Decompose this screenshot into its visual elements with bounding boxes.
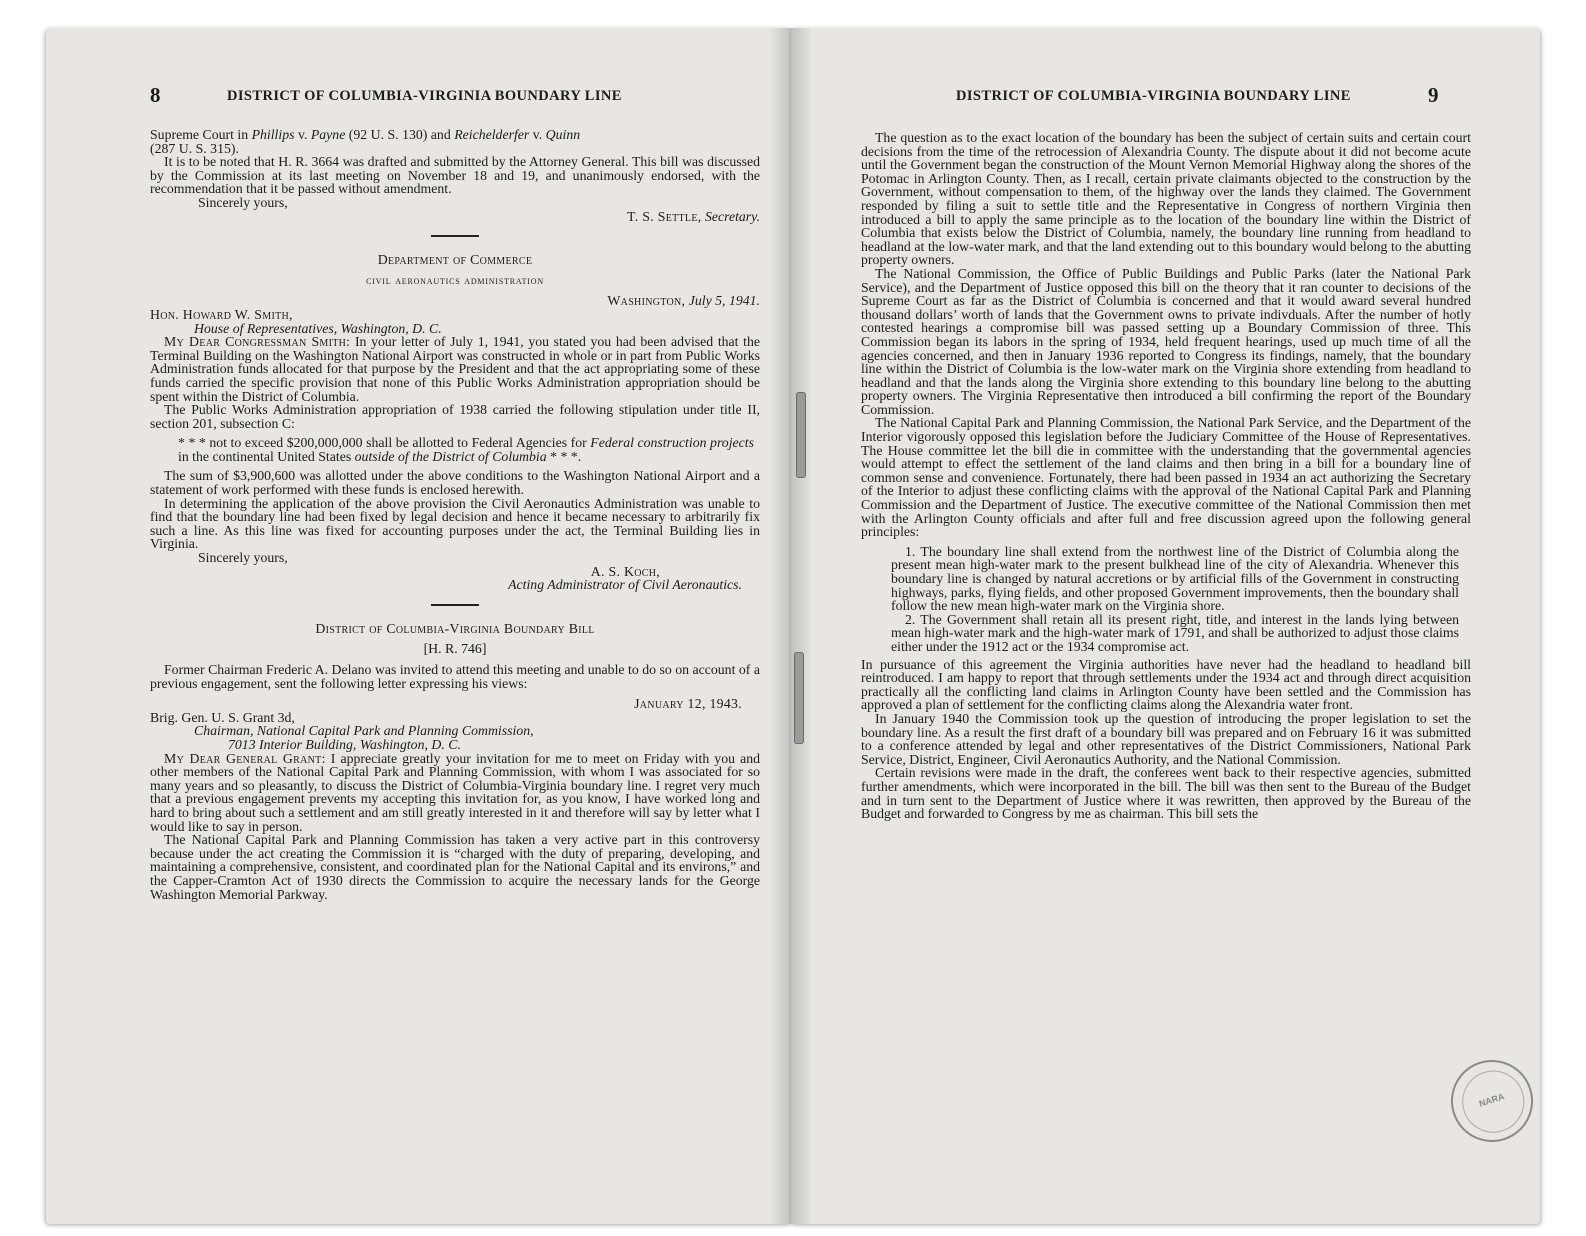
principle-1: 1. The boundary line shall extend from the northwest line of the District of Columbia along the present mean high-water mark to the present bulkhead line of the city of Alexandria. Whenever this boundary line is changed by natural accretions or by artificial fills of the Government in constructing highways, parks, flying fields, and other proposed Government improvements, then the boundary shall follow the new mean high-water mark on the Virginia shore. bbox=[891, 543, 1459, 614]
closing-2: Sincerely yours, bbox=[198, 550, 288, 566]
bill-heading: District of Columbia-Virginia Boundary Bill bbox=[315, 620, 595, 636]
closing-1: Sincerely yours, bbox=[198, 194, 288, 210]
left-page bbox=[46, 28, 791, 1224]
signature-koch-name: A. S. Koch, bbox=[590, 563, 660, 579]
bill-number: [H. R. 746] bbox=[423, 641, 487, 657]
right-page bbox=[791, 28, 1540, 1224]
department-heading: Department of Commerce bbox=[377, 252, 533, 268]
grant-paragraph-1: My Dear General Grant: I appreciate greatly your invitation for me to meet on Friday with you and other members of the National Capital Park and Planning Commission, with whom I was associated for so many years and so pleasantly, to discuss the District of Columbia-Virginia boundary line. I regret very much that a previous engagement prevents my accepting this invitation for, as you know, I have worked long and hard to bring about such a settlement and am still greatly interested in it and therefore will say by letter what I would like to say in person. bbox=[150, 750, 760, 834]
principles-list bbox=[861, 545, 1471, 654]
opening-citation: Supreme Court in Phillips v. Payne (92 U. S. 130) and Reichelderfer v. Quinn (287 U. S. 315). bbox=[150, 127, 581, 156]
letter-paragraph-4: In determining the application of the above provision the Civil Aeronautics Administration was unable to find that the boundary line had been fixed by legal decision and hence it became necessary to arbitrarily fix such a line. As this line was fixed for accounting purposes under the act, the Terminal Building lies in Virginia. bbox=[150, 495, 760, 552]
running-head-left: DISTRICT OF COLUMBIA-VIRGINIA BOUNDARY LINE bbox=[227, 88, 622, 104]
section-divider-1 bbox=[431, 235, 479, 237]
section-divider-2 bbox=[431, 604, 479, 606]
settle-paragraph: It is to be noted that H. R. 3664 was drafted and submitted by the Attorney General. This bill was discussed by the Commission at its last meeting on November 18 and 19, and unanimously endorsed, with the recommendation that it be passed without amendment. bbox=[150, 154, 760, 197]
grant-paragraph-2: The National Capital Park and Planning Commission has taken a very active part in this controversy because under the act creating the Commission it is “charged with the duty of preparing, developing, and maintaining a comprehensive, consistent, and coordinated plan for the National Capital and its environs,” and the Capper-Cramton Act of 1930 directs the Commission to acquire the necessary lands for the George Washington Memorial Parkway. bbox=[150, 832, 760, 902]
quoted-stipulation: * * * not to exceed $200,000,000 shall be allotted to Federal Agencies for Federal construction projects in the continental United States outside of the District of Columbia * * *. bbox=[178, 435, 754, 464]
right-paragraph-5: In January 1940 the Commission took up the question of introducing the proper legislation to set the boundary line. As a result the first draft of a boundary bill was prepared and on February 16 it was submitted to a conference attended by legal and other representatives of the District Commissioners, National Park Service, District, Engineer, Civil Aeronautics Authority, and the National Commission. bbox=[861, 710, 1471, 767]
addressee-name-1: Hon. Howard W. Smith, bbox=[150, 306, 293, 322]
signature-settle: T. S. Settle, Secretary. bbox=[627, 208, 760, 224]
addressee-name-2: Brig. Gen. U. S. Grant 3d, bbox=[150, 709, 295, 725]
dateline-2: January 12, 1943. bbox=[634, 696, 742, 712]
dateline-1: Washington, July 5, 1941. bbox=[607, 293, 760, 309]
delano-intro: Former Chairman Frederic A. Delano was invited to attend this meeting and unable to do so on account of a previous engagement, sent the following letter expressing his views: bbox=[150, 662, 760, 691]
signature-koch-title: Acting Administrator of Civil Aeronautics. bbox=[508, 577, 742, 593]
staple-lower bbox=[794, 652, 804, 744]
letter-paragraph-2: The Public Works Administration appropriation of 1938 carried the following stipulation under title II, section 201, subsection C: bbox=[150, 402, 760, 431]
right-paragraph-2: The National Commission, the Office of Public Buildings and Public Parks (later the National Park Service), and the Department of Justice opposed this bill on the theory that it ran counter to decisions of the Supreme Court as far as the District of Columbia is concerned and that it would award several hundred thousand dollars’ worth of lands that the Government owns to private indivduals. After the number of hotly contested hearings a compromise bill was passed setting up a Boundary Commission of three. This Commission began its labors in the spring of 1934, held frequent hearings, used up much time of all the agencies concerned, and then in January 1936 reported to Congress its findings, namely, that the boundary line within the District of Columbia is the low-water mark on the Virginia shore extending from headland to headland and that the lands along the Virginia shore extending to this boundary line belong to the abutting property owners. The Virginia Representative then introduced a bill confirming the report of the Boundary Commission. bbox=[861, 265, 1471, 417]
stamp-inner-ring bbox=[1454, 1063, 1532, 1141]
page-number-left: 8 bbox=[150, 83, 161, 107]
addressee-line-2b: 7013 Interior Building, Washington, D. C. bbox=[228, 736, 461, 752]
right-page-body bbox=[861, 131, 1471, 821]
right-paragraph-6: Certain revisions were made in the draft, the conferees went back to their respective agencies, submitted further amendments, which were incorporated in the bill. The bill was then sent to the Bureau of the Budget and in turn sent to the Department of Justice where it was rewritten, then approved by the Bureau of the Budget and forwarded to Congress by me as chairman. This bill sets the bbox=[861, 765, 1471, 822]
letter-paragraph-1: My Dear Congressman Smith: In your letter of July 1, 1941, you stated you had been advised that the Terminal Building on the Washington National Airport was constructed in whole or in part from Public Works Administration funds allocated for that purpose by the President and that the act appropriating some of these funds carried the specific provision that none of this Public Works Administration appropriation should be spent within the District of Columbia. bbox=[150, 334, 760, 404]
gutter-shadow-left bbox=[769, 28, 791, 1224]
addressee-line-1: House of Representatives, Washington, D. C. bbox=[194, 320, 442, 336]
stamp-text: NARA bbox=[1477, 1091, 1506, 1109]
staple-upper bbox=[796, 392, 806, 478]
running-head-right: DISTRICT OF COLUMBIA-VIRGINIA BOUNDARY LINE bbox=[956, 88, 1351, 104]
gutter-shadow-right bbox=[791, 28, 813, 1224]
agency-heading: civil aeronautics administration bbox=[366, 272, 544, 287]
right-paragraph-1: The question as to the exact location of the boundary has been the subject of certain suits and certain court decisions from the time of the retrocession of Alexandria County. The dispute about it did not become acute until the Government began the construction of the Mount Vernon Memorial Highway along the shores of the Potomac in Arlington County. Then, as I recall, certain private claimants objected to the construction by the Government, without compensation to them, of the highway over the lands they claimed. The Government responded by filing a suit to settle title and the Representative in Congress of northern Virginia then introduced a bill to apply the same principle as to the location of the boundary line within the District of Columbia that exists below the District of Columbia, namely, the boundary line running from headland to headland at the low-water mark, and that the land extending out to this boundary would belong to the abutting property owners. bbox=[861, 130, 1471, 268]
left-page-body bbox=[150, 128, 760, 901]
addressee-line-2a: Chairman, National Capital Park and Planning Commission, bbox=[194, 723, 534, 739]
right-paragraph-3: The National Capital Park and Planning Commission, the National Park Service, and the Department of the Interior vigorously opposed this legislation before the Judiciary Committee of the House of Representatives. The House committee let the bill die in committee with the understanding that the governmental agencies would attempt to effect the settlement of the land claims and then bring in a bill for a boundary line of common sense and convenience. Fortunately, there had been passed in 1934 an act authorizing the Secretary of the Interior to adjust these conflicting claims with the approval of the National Capital Park and Planning Commission and the Department of Justice. The executive committee of the National Commission then met with the Arlington County officials and after full and free discussion agreed upon the following general principles: bbox=[861, 415, 1471, 540]
principle-2: 2. The Government shall retain all its present right, title, and interest in the lands lying between mean high-water mark and the high-water mark of 1791, and shall be authorized to adjust those claims either under the 1912 act or the 1934 compromise act. bbox=[891, 611, 1459, 654]
page-number-right: 9 bbox=[1428, 83, 1439, 107]
letter-paragraph-3: The sum of $3,900,600 was allotted under the above conditions to the Washington National Airport and a statement of work performed with these funds is enclosed herewith. bbox=[150, 468, 760, 498]
right-paragraph-4: In pursuance of this agreement the Virginia authorities have never had the headland to headland bill reintroduced. I am happy to report that through settlements under the 1934 act and through direct acquisition practically all the conflicting land claims in Arlington County have been settled and the Commission has approved a plan of settlement for the conflicting claims along the Alexandria water front. bbox=[861, 656, 1471, 713]
